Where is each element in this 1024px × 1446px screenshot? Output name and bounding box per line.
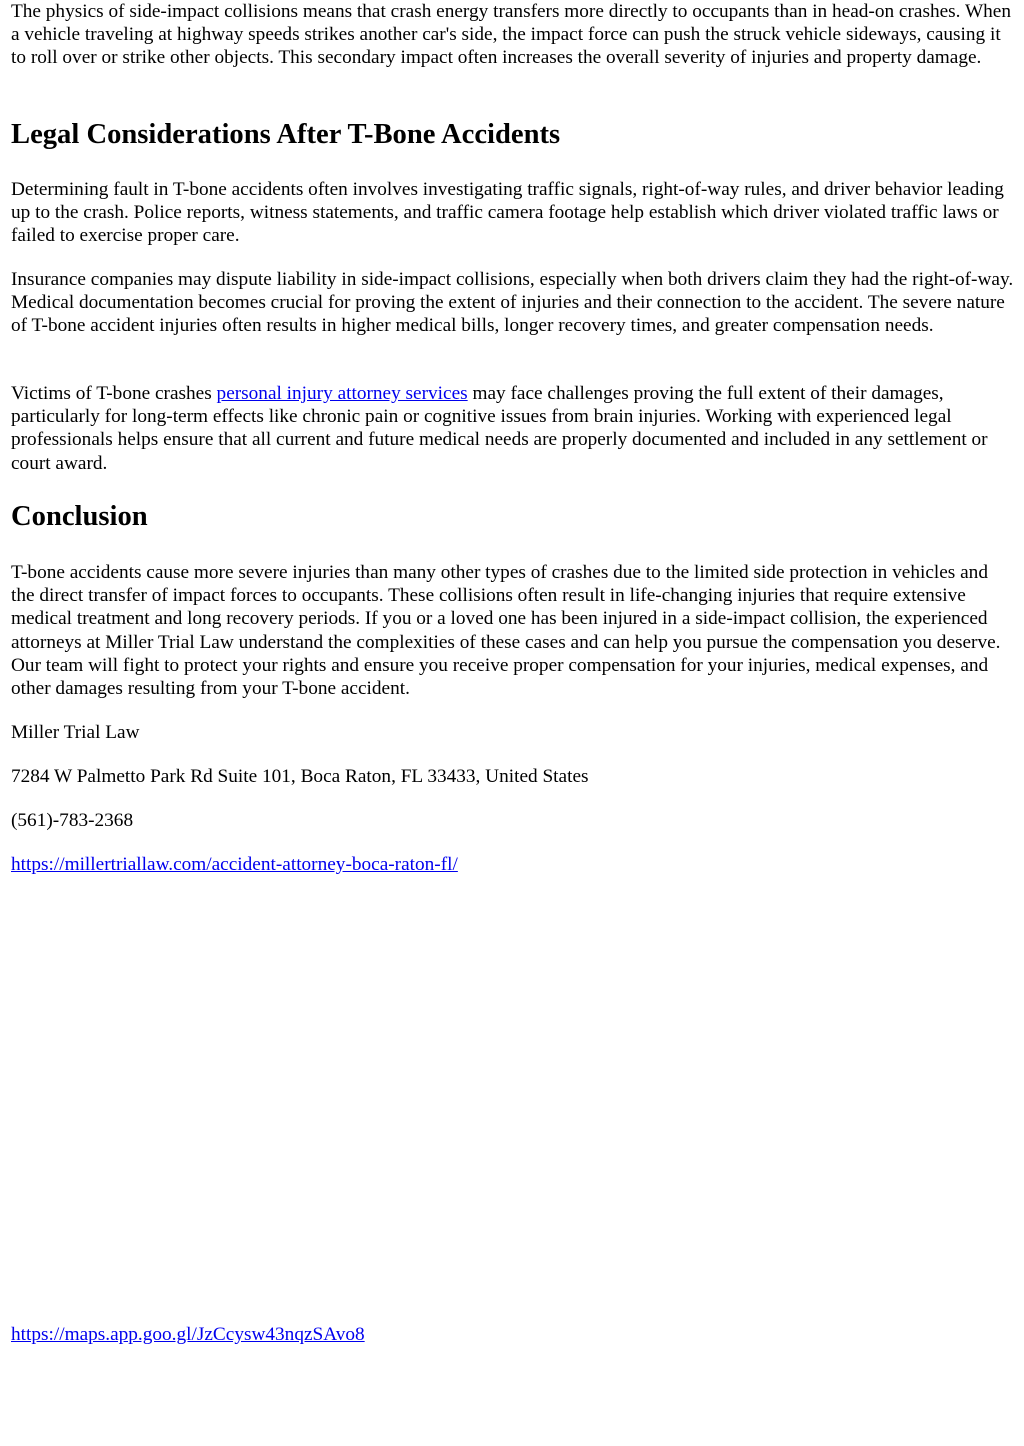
legal-heading: Legal Considerations After T-Bone Accidents: [11, 119, 561, 150]
victims-text-before: Victims of T-bone crashes: [11, 383, 217, 404]
firm-website-paragraph: [11, 853, 458, 876]
legal-paragraph-victims: [11, 382, 1014, 475]
legal-paragraph-insurance: Insurance companies may dispute liability in side-impact collisions, especially when both drivers claim they had the right-of-way. Medical documentation becomes crucial for proving the extent of injuries and their connection to the accident. The severe nature of T-bone accident injuries often results in higher medical bills, longer recovery times, and greater compensation needs.: [11, 269, 1014, 337]
firm-phone: (561)-783-2368: [11, 810, 134, 831]
conclusion-paragraph: T-bone accidents cause more severe injuries than many other types of crashes due to the limited side protection in vehicles and the direct transfer of impact forces to occupants. These collisions often result in life-changing injuries that require extensive medical treatment and long recovery periods. If you or a loved one has been injured in a side-impact collision, the experienced attorneys at Miller Trial Law understand the complexities of these cases and can help you pursue the compensation you deserve. Our team will fight to protect your rights and ensure you receive proper compensation for your injuries, medical expenses, and other damages resulting from your T-bone accident.: [11, 562, 1001, 700]
firm-name: Miller Trial Law: [11, 722, 140, 743]
firm-address: 7284 W Palmetto Park Rd Suite 101, Boca Raton, FL 33433, United States: [11, 766, 589, 787]
map-link[interactable]: https://maps.app.goo.gl/JzCcysw43nqzSAvo8: [11, 1324, 365, 1345]
victims-text-after: may face challenges proving the full extent of their damages, particularly for long-term effects like chronic pain or cognitive issues from brain injuries. Working with experienced legal professionals helps ensure that all current and future medical needs are properly documented and included in any settlement or court award.: [11, 383, 988, 474]
legal-paragraph-fault: Determining fault in T-bone accidents often involves investigating traffic signals, right-of-way rules, and driver behavior leading up to the crash. Police reports, witness statements, and traffic camera footage help establish which driver violated traffic laws or failed to exercise proper care.: [11, 179, 1004, 247]
conclusion-heading: Conclusion: [11, 501, 148, 532]
map-paragraph: [11, 1323, 365, 1346]
personal-injury-services-link[interactable]: personal injury attorney services: [216, 383, 468, 404]
intro-paragraph: The physics of side-impact collisions means that crash energy transfers more directly to occupants than in head-on crashes. When a vehicle traveling at highway speeds strikes another car's side, the impact force can push the struck vehicle sideways, causing it to roll over or strike other objects. This secondary impact often increases the overall severity of injuries and property damage.: [11, 1, 1011, 69]
firm-website-link[interactable]: https://millertriallaw.com/accident-attorney-boca-raton-fl/: [11, 854, 458, 875]
